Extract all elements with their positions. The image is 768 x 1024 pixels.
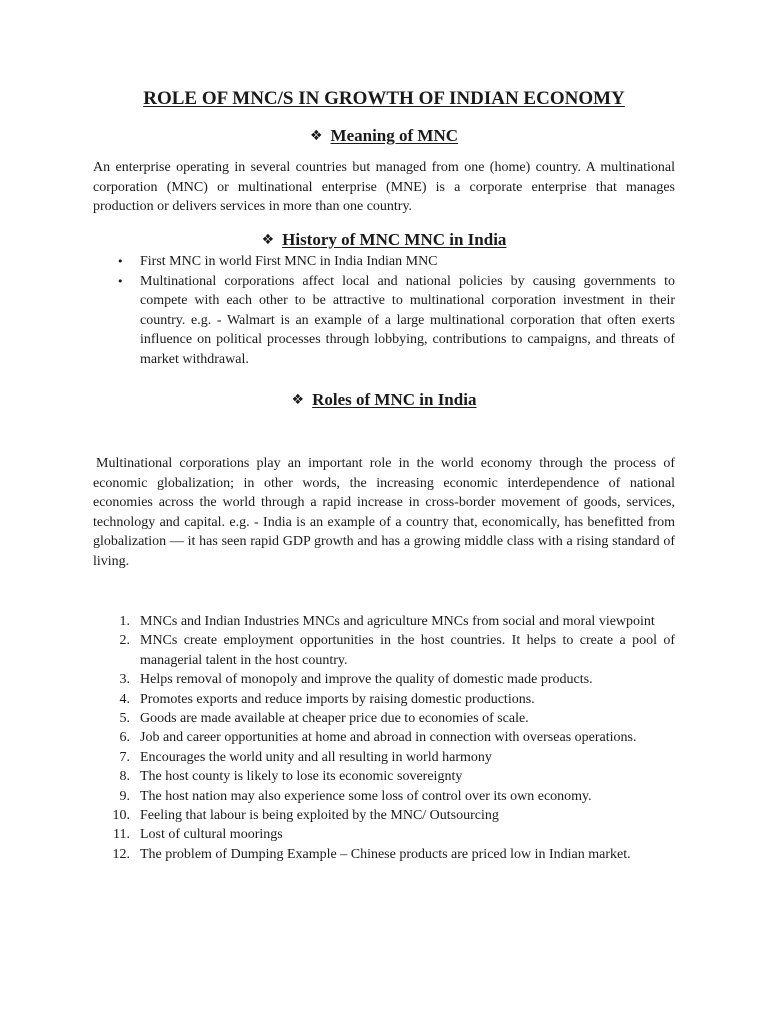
list-item-text: Job and career opportunities at home and abroad in connection with overseas operations. (140, 730, 637, 746)
roles-numbered-list (93, 612, 675, 864)
list-item (93, 690, 675, 709)
list-item-number: 10. (112, 808, 130, 824)
list-item-text: MNCs and Indian Industries MNCs and agriculture MNCs from social and moral viewpoint (140, 614, 655, 629)
list-item-text: Encourages the world unity and all resulting in world harmony (140, 749, 492, 765)
heading-meaning-text: Meaning of MNC (330, 126, 459, 145)
list-item-text: First MNC in world First MNC in India Indian MNC (140, 254, 438, 269)
heading-roles-text: Roles of MNC in India (312, 390, 477, 409)
list-item-text: Promotes exports and reduce imports by raising domestic productions. (140, 691, 535, 707)
list-item-number: 2. (119, 633, 130, 649)
list-item-text: Lost of cultural moorings (140, 827, 283, 843)
list-item-number: 4. (119, 691, 130, 707)
diamond-bullet-icon: ❖ (261, 232, 275, 248)
list-item-text: Helps removal of monopoly and improve the quality of domestic made products. (140, 672, 593, 688)
list-item (93, 767, 675, 786)
list-item (93, 631, 675, 670)
diamond-bullet-icon: ❖ (309, 128, 323, 144)
list-item-number: 1. (119, 614, 130, 629)
list-item-number: 3. (119, 672, 130, 688)
list-item-number: 8. (119, 769, 130, 785)
list-item-number: 12. (112, 846, 130, 862)
list-item (93, 709, 675, 728)
diamond-bullet-icon: ❖ (291, 392, 305, 408)
list-item (93, 825, 675, 844)
document-title: ROLE OF MNC/S IN GROWTH OF INDIAN ECONOMY (143, 88, 625, 109)
list-item-number: 5. (119, 711, 130, 727)
bullet-dot-icon: • (117, 274, 124, 288)
meaning-paragraph: An enterprise operating in several countries but managed from one (home) country. A multinational corporation (MNC) or multinational enterprise (MNE) is a corporate enterprise that manages production or delivers services in more than one country. (93, 160, 675, 214)
list-item (93, 670, 675, 689)
heading-meaning (93, 126, 675, 146)
list-item-number: 11. (113, 827, 130, 843)
heading-roles (93, 390, 675, 410)
list-item (93, 748, 675, 767)
heading-history (93, 230, 675, 250)
list-item (93, 787, 675, 806)
list-item (93, 845, 675, 864)
list-item (93, 252, 675, 272)
bullet-dot-icon: • (117, 255, 124, 268)
heading-history-text: History of MNC MNC in India (282, 230, 507, 249)
list-item-text: The host nation may also experience some loss of control over its own economy. (140, 788, 592, 804)
list-item-text: The problem of Dumping Example – Chinese products are priced low in Indian market. (140, 846, 631, 862)
list-item-number: 7. (119, 749, 130, 765)
list-item (93, 272, 675, 370)
list-item-text: Feeling that labour is being exploited by the MNC/ Outsourcing (140, 808, 499, 824)
list-item-text: Multinational corporations affect local and national policies by causing governments to compete with each other to be attractive to multinational corporation investment in their country. e.g. - Walmart is an example of a large multinational corporation that often exerts influence on political processes through lobbying, contributions to campaigns, and threats of market withdrawal. (140, 273, 675, 367)
list-item-text: MNCs create employment opportunities in the host countries. It helps to create a pool of managerial talent in the host country. (140, 633, 675, 668)
list-item (93, 612, 675, 631)
list-item (93, 806, 675, 825)
list-item-text: The host county is likely to lose its economic sovereignty (140, 769, 463, 785)
list-item (93, 728, 675, 747)
history-bullet-list (93, 252, 675, 369)
list-item-number: 6. (119, 730, 130, 746)
list-item-text: Goods are made available at cheaper price due to economies of scale. (140, 711, 529, 727)
list-item-number: 9. (119, 788, 130, 804)
roles-paragraph: Multinational corporations play an important role in the world economy through the process of economic globalization; in other words, the increasing economic interdependence of national economies across the world through a rapid increase in cross-border movement of goods, services, technology and capital. e.g. - India is an example of a country that, economically, has benefitted from globalization — it has seen rapid GDP growth and has a growing middle class with a rising standard of living. (93, 456, 675, 569)
